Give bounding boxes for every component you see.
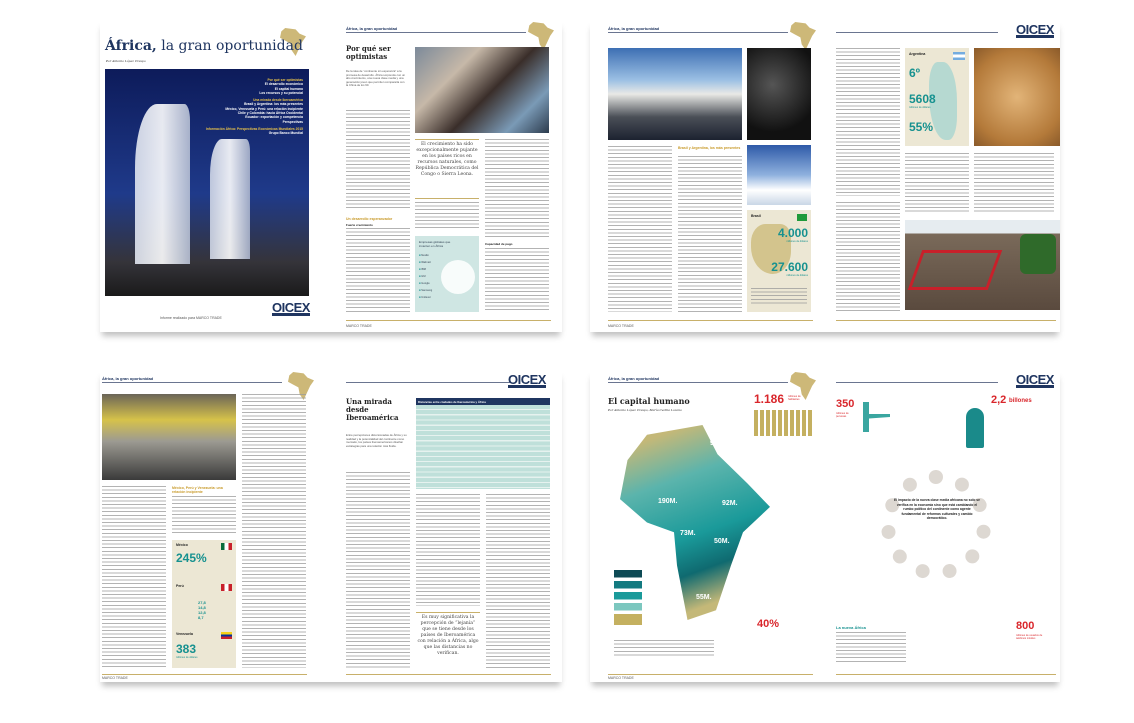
oicex-logo: OICEX [272, 300, 310, 315]
peru-value: 14,8 [198, 605, 206, 610]
body-text [346, 110, 410, 210]
article-title: Una mirada desde Iberoamérica [346, 397, 399, 422]
section-head: La nueva África [836, 625, 866, 630]
body-text [486, 494, 550, 668]
airplane-photo [747, 145, 811, 205]
people-icons [754, 410, 812, 436]
africa-population-map [620, 425, 770, 620]
body-text [485, 139, 549, 237]
brazil-flag-icon [797, 214, 807, 221]
running-head: África, la gran oportunidad [346, 26, 398, 31]
body-text [415, 202, 479, 230]
page-mexico-peru-venezuela [100, 370, 326, 682]
toc-item: El desarrollo económico [264, 82, 303, 87]
spread-2 [590, 20, 1060, 332]
page-capital-humano: África, la gran oportunidad El capital humano Por Antonio López Crespo, María Cecilia Lozano 1.186 millones de habitantes 91M. 190M. 92M. 73M. 50M. 55M. 40% MARCO TRADE [590, 370, 816, 682]
folio: MARCO TRADE [346, 324, 372, 328]
brasil-infobox: Brasil 4.000 millones de dólares 27.600 millones de dólares [747, 210, 811, 312]
toc-heading: Por qué ser optimistas [267, 78, 303, 82]
grain-photo [974, 48, 1060, 146]
body-text [416, 494, 480, 606]
stat-800: 800 [1016, 620, 1035, 632]
credit-line: Informe realizado para MARCO TRADE [160, 316, 222, 320]
coffee-beans-photo [747, 48, 811, 140]
population-stat: 1.186 [754, 392, 785, 406]
toc-item: Brasil y Argentina: los más presentes [244, 102, 303, 107]
body-text [608, 146, 672, 312]
page-iberoamerica [336, 370, 562, 682]
body-text [346, 472, 410, 668]
company-item: ■ Unilever [419, 296, 431, 299]
company-item: ■ GM [419, 275, 426, 278]
body-text [346, 228, 410, 313]
spread-3 [100, 370, 562, 682]
oicex-logo: OICEX [1016, 22, 1054, 37]
body-text [905, 153, 969, 213]
stat-40: 40% [757, 618, 780, 630]
toc-item: Los recursos y su potencial [259, 90, 303, 95]
article-lede: De la idea de “continente sin esperanza” a la promesa de desarrollo. África sorprende con un alto crecimiento, una nueva clase media y una generación joven que permiten compararla con la China de los 90. [346, 69, 406, 88]
map-population-label: 55M. [696, 594, 712, 601]
article-page [336, 20, 562, 332]
car-factory-photo [102, 394, 236, 480]
article-lede: Entre percepciones distorsionadas de África y su realidad y la potencialidad del continente como mercado, los países iberoamericanos diseñan estrategias para una relación más fluida. [346, 433, 407, 448]
body-text [485, 248, 549, 312]
body-text [102, 486, 166, 668]
map-population-label: 92M. [722, 500, 738, 507]
toc-heading: Información África: Perspectivas Económicas Mundiales 2015 [205, 126, 303, 131]
peru-value: 27,8 [198, 600, 206, 605]
stat-22: 2,2 [991, 394, 1007, 406]
mexico-flag-icon [221, 543, 232, 550]
running-head: África, la gran oportunidad [608, 26, 660, 31]
globe-icon [441, 260, 475, 294]
oicex-logo: OICEX [508, 372, 546, 387]
cover-title: África, la gran oportunidad [105, 38, 303, 54]
pullquote: El crecimiento ha sido excepcionalmente pujante en los países ricos en recursos naturales, como República Democrática del Congo o Sierra Leona. [415, 142, 479, 177]
pullquote: Es muy significativa la percepción de “lejanía” que se tiene desde los países de Iberoamérica con relación a África, algo que las distancias no verifican. [417, 615, 479, 656]
body-text [974, 153, 1054, 213]
spread-1 [100, 20, 562, 332]
center-quote: El impacto de la nueva clase media africana no solo se verifica en la economía sino que está cambiando el rumbo político del continente como agente fundamental de reformas culturales y cambio democrático. [894, 498, 980, 520]
worker-desk-icon [860, 402, 890, 432]
peru-value: 8,7 [198, 615, 204, 620]
company-item: ■ Walmart [419, 261, 431, 264]
person-money-icon [966, 408, 984, 448]
peru-value: 12,8 [198, 610, 206, 615]
body-text [678, 156, 742, 312]
venezuela-flag-icon [221, 632, 232, 639]
body-text [242, 394, 306, 668]
folio: MARCO TRADE [608, 676, 634, 680]
page-clase-media: OICEX 350 millones de personas 2,2 billones El impacto de la nueva clase media africana no solo se verifica en la economía sino que está cambiando el rumbo político del continente como agente fundamental de reformas culturales y cambio democrático. La nueva África 800 millones de usuarios de teléfonos móviles [826, 370, 1060, 682]
company-item: ■ IBM [419, 268, 426, 271]
global-companies-box: Empresas globales que invierten en África ■ Nestlé ■ Walmart ■ IBM ■ GM ■ Google ■ Samsung ■ Unilever [415, 236, 479, 312]
byline: Por Antonio López Crespo, María Cecilia Lozano [608, 408, 682, 412]
toc-heading: Una mirada desde Iberoamérica [253, 98, 303, 103]
running-head: África, la gran oportunidad [102, 376, 154, 381]
section-head: Brasil y Argentina, los más presentes [678, 146, 741, 150]
map-population-label: 50M. [714, 538, 730, 545]
body-text [172, 496, 236, 534]
toc-item: Ecuador: exportación y competencia [245, 115, 303, 120]
women-photo [415, 47, 549, 133]
map-population-label: 190M. [658, 498, 678, 505]
subhead: Capacidad de pago [485, 242, 513, 246]
africa-map-icon [790, 22, 816, 50]
section-head: México, Perú y Venezuela: una relación incipiente [172, 486, 223, 494]
spread-4 [590, 370, 1060, 682]
cover-building-photo [105, 69, 309, 296]
cover-page [100, 20, 326, 332]
map-legend [614, 570, 642, 625]
byline: Por Antonio López Crespo [106, 59, 146, 63]
map-population-label: 73M. [680, 530, 696, 537]
body-text [614, 640, 714, 658]
argentina-flag-icon [953, 52, 965, 60]
peru-flag-icon [221, 584, 232, 591]
article-title: El capital humano [608, 396, 690, 406]
company-item: ■ Nestlé [419, 254, 429, 257]
company-item: ■ Samsung [419, 289, 433, 292]
africa-map-icon [528, 22, 554, 50]
running-head: África, la gran oportunidad [608, 376, 660, 381]
page-brasil [590, 20, 816, 332]
stat-350: 350 [836, 398, 855, 410]
latam-infobox: México 245% Perú 27,8 14,8 12,8 8,7 Venezuela 383 millones de dólares [172, 540, 236, 668]
map-population-label: 91M. [710, 440, 726, 447]
toc-item: México, Venezuela y Perú: una relación incipiente [225, 106, 303, 111]
toc-item: Perspectivas [282, 119, 303, 124]
folio: MARCO TRADE [608, 324, 634, 328]
folio: MARCO TRADE [102, 676, 128, 680]
oicex-logo: OICEX [1016, 372, 1054, 387]
museum-photo [608, 48, 742, 140]
toc-item: El capital humano [274, 86, 303, 91]
subhead: Fuerte crecimiento [346, 223, 373, 227]
distances-table: Distancias entre ciudades de Iberoamérica y África [416, 398, 550, 488]
company-item: ■ Google [419, 282, 430, 285]
argentina-infobox: Argentina 6º 5608 millones de dólares 55% [905, 48, 969, 146]
article-title: Por qué ser optimistas [346, 44, 391, 61]
page-argentina [826, 20, 1060, 332]
section-head: Un desarrollo esperanzador [346, 217, 393, 221]
toc-item: Grupo Banco Mundial [268, 131, 303, 136]
toc-item: Chile y Colombia: hacia África Occidental [237, 111, 303, 116]
table-of-contents [206, 75, 303, 136]
body-text [836, 48, 900, 196]
people-circle-illustration [881, 470, 991, 580]
tractor-photo [905, 220, 1060, 310]
body-text [836, 632, 906, 662]
body-text [836, 202, 900, 312]
